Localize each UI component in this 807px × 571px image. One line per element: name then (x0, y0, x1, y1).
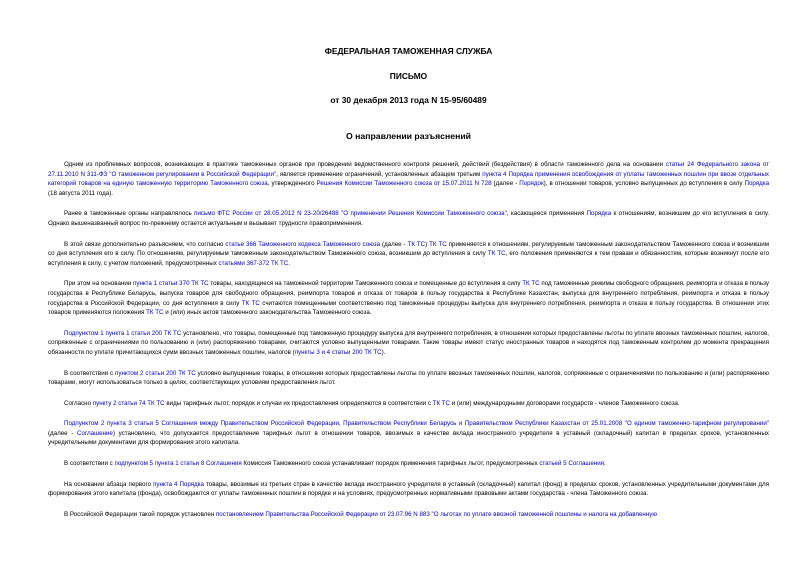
document-link[interactable]: письмо ФТС России от 28.05.2012 N 23-20/26488 "О применении Решения Комиссии Таможенного союза" (194, 210, 507, 218)
paragraph (48, 279, 769, 317)
paragraph (48, 510, 769, 520)
paragraph-text: В Российской Федерации такой порядок установлен (64, 510, 216, 518)
paragraph-text: ) установлено, что допускается предоставление тарифных льгот в отношении товаров, ввозимых в качестве вклада иностранного учредителя в уставный (складочный) капитал в пределах сроков, установленных учредительными документами для формирования этого капитала. (48, 429, 769, 447)
paragraph-text: ). (381, 348, 386, 356)
document-link[interactable]: ТК ТС (487, 250, 506, 258)
document-link[interactable]: Порядка (586, 210, 612, 218)
document-link[interactable]: Подпунктом 2 пункта 3 статьи 5 Соглашения между Правительством Российской Федерации, Правительством Республики Беларусь и Правительством Республики Казахстан от 25.01.2008 "О едином таможенно-тарифном регулировании" (64, 420, 769, 428)
paragraph-text: виды тарифных льгот, порядок и случаи их предоставления определяются в соответствии с (164, 399, 433, 407)
document-link[interactable]: статье 366 Таможенного кодекса Таможенного союза (225, 240, 381, 248)
paragraph-text: В этой связи дополнительно разъясняем, что согласно (64, 240, 226, 248)
paragraph-text: и (или) иных актов таможенного законодательства Таможенного союза. (163, 309, 372, 317)
document-link[interactable]: пункта 4 Порядка применения освобождения от уплаты таможенных пошлин при ввозе отдельных категорий товаров на единую таможенную территорию Таможенного союза (48, 170, 770, 188)
paragraph-text: условно выпущенные товары, в отношении которых предоставлены льготы по уплате ввозных таможенных пошлин, налогов, сопряженные с ограничениями по пользованию и (или) распоряжению товарами, могут использоваться только в целях, соответствующих условиям предоставления льгот. (48, 369, 769, 387)
paragraph (48, 459, 769, 469)
document-link[interactable]: постановлением Правительства Российской Федерации от 23.07.96 N 883 "О льготах по уплате ввозной таможенной пошлины и налога на добавленную (215, 510, 657, 518)
paragraph-text: товары, находящиеся на таможенной территории Таможенного союза и помещенные до вступления в силу (208, 280, 523, 288)
document-link[interactable]: ТК ТС (432, 399, 451, 407)
document-link[interactable]: пункты 3 и 4 статьи 200 ТК ТС (294, 348, 382, 356)
document-link[interactable]: статьей 5 Соглашения (539, 460, 605, 468)
document-link[interactable]: Подпунктом 1 пункта 1 статьи 200 ТК ТС (64, 329, 182, 337)
paragraph-text: под таможенные режимы свободного обращения, реимпорта и отказа в пользу государства в Республике Беларусь, выпуска товаров для свободного обращения, реимпорта товаров и отказа от товаров в пользу государства в Республике Казахстан, выпуска для внутреннего потребления, реимпорта и отказа в пользу государства в Российской Федерации, со дня вступления в силу (48, 280, 769, 307)
paragraph-text: ), в отношении товаров, условно выпущенных до вступления в силу (543, 180, 745, 188)
paragraph-text: , касающееся применения (506, 210, 587, 218)
document-link[interactable]: подпунктом 5 пункта 1 статьи 8 Соглашения (114, 460, 242, 468)
paragraph-text: Согласно (64, 399, 93, 407)
paragraph-text: (далее - (380, 240, 408, 248)
paragraph-text: применяется к отношениям, регулируемым таможенным законодательством Таможенного союза и возникшим со дня вступления его в силу. По отношениям, регулируемым таможенным законодательством Таможенного союза, возникшим до вступления в силу (48, 240, 769, 258)
paragraph (48, 399, 769, 409)
paragraph-text: В соответствии с (64, 460, 115, 468)
paragraph (48, 480, 769, 499)
document-link[interactable]: статьями 367-372 ТК ТС (218, 259, 289, 267)
document-link[interactable]: пункта 1 статьи 370 ТК ТС (133, 280, 209, 288)
paragraph-text: Комиссия Таможенного союза устанавливает порядок применения тарифных льгот, предусмотренных (241, 460, 540, 468)
paragraph (48, 329, 769, 358)
document-link[interactable]: Соглашение (77, 429, 113, 437)
paragraph (48, 209, 769, 228)
paragraph-text: При этом на основании (64, 280, 134, 288)
paragraph-text: В соответствии с (64, 369, 116, 377)
paragraph-text: товары, ввозимые из третьих стран в качестве вклада иностранного учредителя в уставный (складочный) капитал (фонд) в пределах сроков, установленных учредительными документами для формирования этого капитала (фонда), освобождаются от уплаты таможенных пошлин в порядке и на условиях, предусмотренных нормативными правовыми актами государства - члена Таможенного союза. (48, 480, 769, 498)
document-link[interactable]: ТК ТС (522, 280, 540, 288)
document-link[interactable]: пункту 2 статьи 74 ТК ТС (92, 399, 165, 407)
paragraph-text: . (604, 460, 606, 468)
paragraph-text: , утвержденного (267, 180, 317, 188)
paragraph-text: Ранее в таможенные органы направлялось (64, 210, 195, 218)
paragraph-text: (далее - (491, 180, 520, 188)
paragraph-text: ) (425, 240, 430, 248)
document-link[interactable]: Решения Комиссии Таможенного союза от 15.07.2011 N 728 (316, 180, 492, 188)
paragraph-text: к отношениям, возникшим до его вступления в силу. Однако вышеназванный вопрос по-прежнему остается актуальным и вызывает трудности правоприменения. (48, 210, 770, 227)
paragraph-text: , его положения применяются к тем правам и обязанностям, которые возникнут после его вступления в силу, с учетом положений, предусмотренных (48, 250, 770, 267)
document-subject: О направлении разъяснений (345, 131, 472, 141)
document-link[interactable]: ТК ТС (407, 240, 426, 248)
paragraph-text: , является применение ограничений, установленных абзацем третьим (276, 170, 483, 178)
agency-name: ФЕДЕРАЛЬНАЯ ТАМОЖЕННАЯ СЛУЖБА (324, 46, 493, 56)
document-body (48, 142, 769, 519)
paragraph-text: (далее - (48, 429, 78, 437)
document-link[interactable]: ТК ТС (241, 299, 260, 307)
paragraph-text: На основании абзаца первого (64, 480, 154, 488)
document-link[interactable]: Порядок (519, 180, 544, 188)
document-link[interactable]: ТК ТС (146, 309, 164, 317)
document-type: ПИСЬМО (389, 71, 428, 81)
paragraph-text: . (288, 259, 291, 267)
paragraph-text: установлено, что товары, помещенные под таможенную процедуру выпуска для внутреннего потребления, в отношении которых предоставлены льготы по уплате ввозных таможенных пошлин, налогов, сопряженные с ограничениями по пользованию и (или) распоряжению товарами, считаются условно выпущенными товарами. Такие товары имеют статус иностранных товаров и находятся под таможенным контролем до момента прекращения обязанности по уплате причитающихся сумм ввозных таможенных пошлин, налогов ( (48, 329, 769, 356)
paragraph-text: (18 августа 2011 года). (48, 189, 113, 197)
paragraph-text: и (или) международными договорами государств - членов Таможенного союза. (450, 399, 680, 407)
document-link[interactable]: пункта 4 Порядка (153, 480, 204, 488)
document-link[interactable]: статьи 24 Федерального закона от 27.11.2010 N 311-ФЗ "О таможенном регулировании в Российской Федерации" (48, 161, 769, 178)
paragraph-text: Одним из проблемных вопросов, возникающих в практике таможенных органов при проведении ведомственного контроля решений, действий (бездействия) в области таможенного дела на основании (64, 161, 666, 168)
document-date-number: от 30 декабря 2013 года N 15-95/60489 (330, 95, 487, 105)
paragraph-text: считаются помещенными соответственно под таможенные процедуры выпуска для внутреннего потребления, реимпорта и отказа в пользу государства. В отношении этих товаров применяются положения (48, 299, 769, 317)
document-link[interactable]: пунктом 2 статьи 200 ТК ТС (115, 369, 196, 377)
paragraph (48, 369, 769, 388)
paragraph (48, 160, 769, 198)
paragraph (48, 240, 769, 269)
paragraph (48, 419, 769, 448)
document-link[interactable]: ТК ТС (429, 240, 447, 248)
document-link[interactable]: Порядка (744, 180, 770, 188)
